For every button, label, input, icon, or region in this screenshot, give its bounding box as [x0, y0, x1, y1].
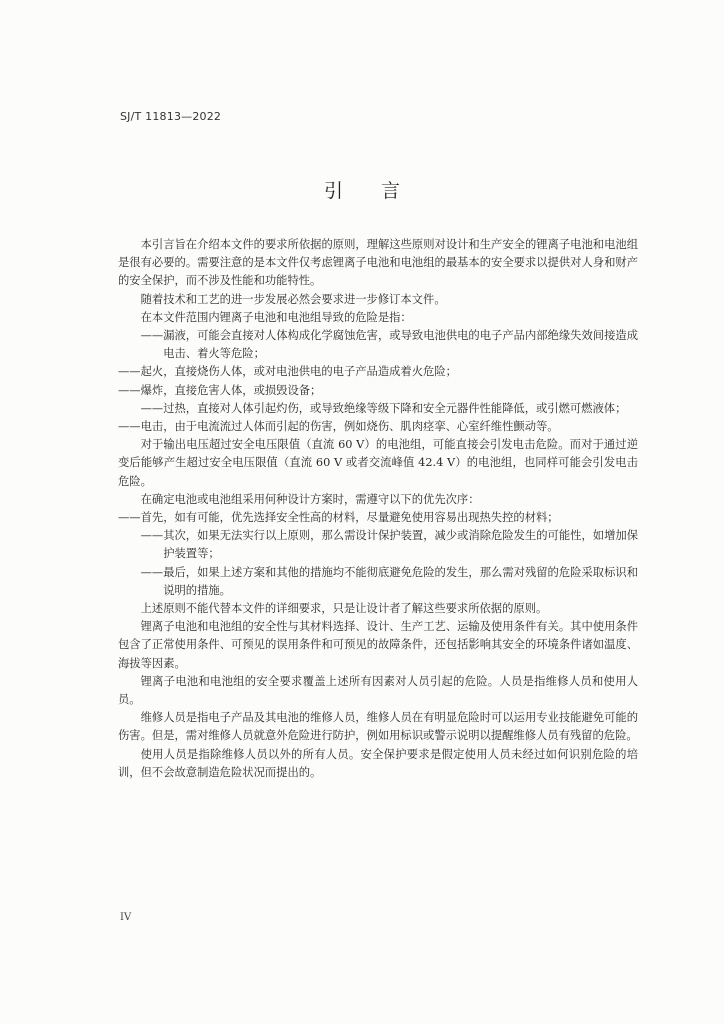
list-item: ——漏液，可能会直接对人体构成化学腐蚀危害，或导致电池供电的电子产品内部绝缘失效间接造成电击、着火等危险； [140, 329, 638, 361]
paragraph: 上述原则不能代替本文件的详细要求，只是让设计者了解这些要求所依据的原则。 [140, 602, 548, 616]
list-item: ——最后，如果上述方案和其他的措施均不能彻底避免危险的发生，那么需对残留的危险采取标识和说明的措施。 [140, 565, 638, 597]
page-number: IV [120, 912, 132, 923]
paragraph: 随着技术和工艺的进一步发展必然会要求进一步修订本文件。 [140, 292, 446, 306]
standard-code: SJ/T 11813—2022 [120, 110, 222, 123]
list-item: ——首先，如有可能，优先选择安全性高的材料，尽量避免使用容易出现热失控的材料； [118, 511, 559, 525]
paragraph: 锂离子电池和电池组的安全要求覆盖上述所有因素对人员引起的危险。人员是指维修人员和使用人员。 [118, 674, 638, 707]
list-item: ——起火，直接烧伤人体，或对电池供电的电子产品造成着火危险； [118, 365, 457, 379]
paragraph: 在确定电池或电池组采用何种设计方案时，需遵守以下的优先次序： [140, 492, 480, 506]
list-item: ——其次，如果无法实行以上原则，那么需设计保护装置，减少或消除危险发生的可能性，如增加保护装置等； [140, 529, 638, 561]
paragraph: 维修人员是指电子产品及其电池的维修人员，维修人员在有明显危险时可以运用专业技能避免可能的伤害。但是，需对维修人员就意外危险进行防护，例如用标识或警示说明以提醒维修人员有残留的危险。 [118, 711, 638, 743]
list-item: ——过热，直接对人体引起灼伤，或导致绝缘等级下降和安全元器件性能降低，或引燃可燃液体； [140, 401, 627, 415]
paragraph: 本引言旨在介绍本文件的要求所依据的原则，理解这些原则对设计和生产安全的锂离子电池和电池组是很有必要的。需要注意的是本文件仅考虑锂离子电池和电池组的最基本的安全要求以提供对人身和财产的安全保护，而不涉及性能和功能特性。 [118, 238, 638, 288]
paragraph: 使用人员是指除维修人员以外的所有人员。安全保护要求是假定使用人员未经过如何识别危险的培训，但不会故意制造危险状况而提出的。 [118, 747, 638, 779]
paragraph: 对于输出电压超过安全电压限值（直流 60 V）的电池组，可能直接会引发电击危险。而对于通过逆变后能够产生超过安全电压限值（直流 60 V 或者交流峰值 42.4 V）的电池组，也同样可能会引发电击危险。 [118, 438, 638, 488]
paragraph: 锂离子电池和电池组的安全性与其材料选择、设计、生产工艺、运输及使用条件有关。其中使用条件包含了正常使用条件、可预见的误用条件和可预见的故障条件，还包括影响其安全的环境条件诸如温度、海拔等因素。 [118, 620, 638, 670]
page-title: 引言 [323, 180, 438, 202]
list-item: ——爆炸，直接危害人体，或损毁设备； [118, 383, 322, 397]
list-item: ——电击，由于电流流过人体而引起的伤害，例如烧伤、肌肉痉挛、心室纤维性颤动等。 [118, 420, 559, 434]
introduction-body [118, 236, 638, 782]
paragraph: 在本文件范围内锂离子电池和电池组导致的危险是指： [140, 310, 412, 324]
